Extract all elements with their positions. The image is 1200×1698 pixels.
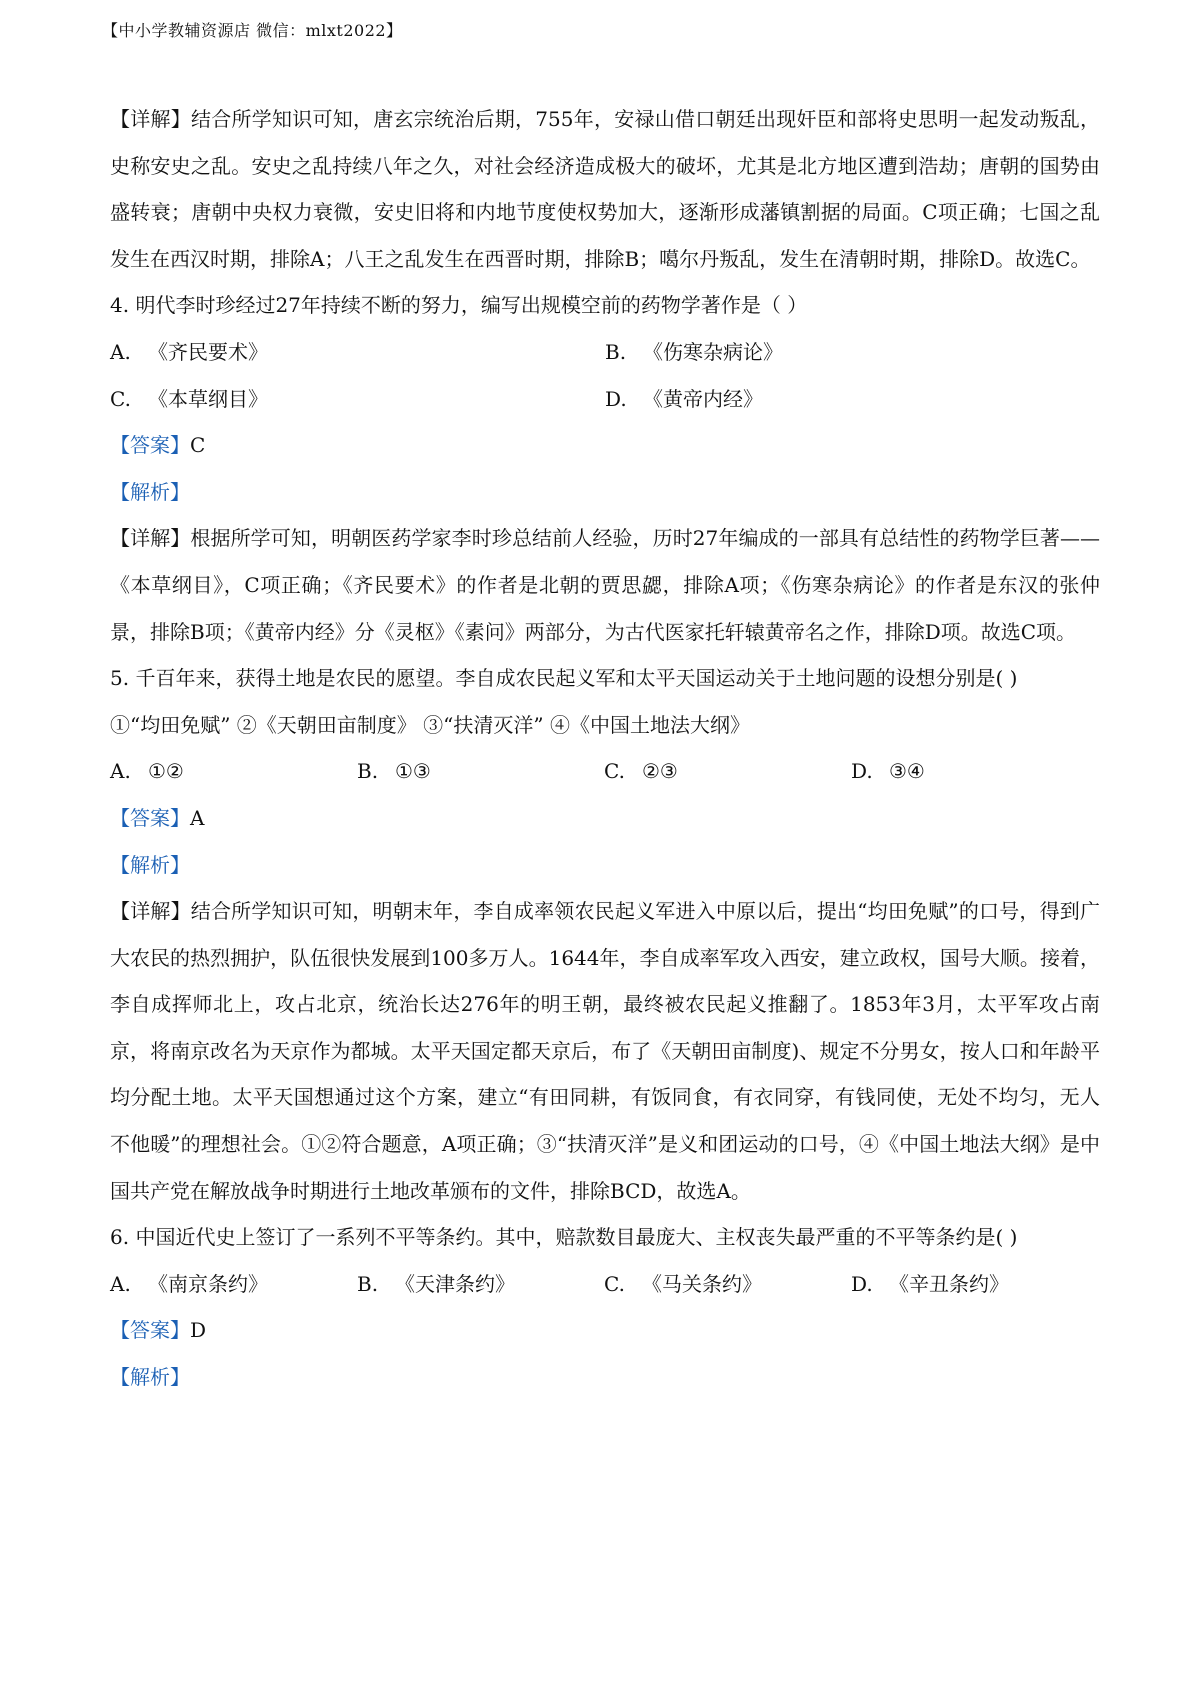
q5-detail-text: 结合所学知识可知，明朝末年，李自成率领农民起义军进入中原以后，提出“均田免赋”的口号，得到广大农民的热烈拥护，队伍很快发展到100多万人。1644年，李自成率军攻入西安，建立政权，国号大顺。接着，李自成挥师北上，攻占北京，统治长达276年的明王朝，最终被农民起义推翻了。1853年3月，太平军攻占南京，将南京改名为天京作为都城。太平天国定都天京后，布了《天朝田亩制度)、规定不分男女，按人口和年龄平均分配土地。太平天国想通过这个方案，建立“有田同耕，有饭同食，有衣同穿，有钱同使，无处不均匀，无人不他暖”的理想社会。①②符合题意，A项正确；③“扶清灭洋”是义和团运动的口号，④《中国土地法大纲》是中国共产党在解放战争时期进行土地改革颁布的文件，排除BCD，故选A。 [110, 899, 1100, 1203]
q4-options-row-1 [110, 329, 1100, 376]
q3-detail-text: 结合所学知识可知，唐玄宗统治后期，755年，安禄山借口朝廷出现奸臣和部将史思明一起发动叛乱，史称安史之乱。安史之乱持续八年之久，对社会经济造成极大的破坏，尤其是北方地区遭到浩劫；唐朝的国势由盛转衰；唐朝中央权力衰微，安史旧将和内地节度使权势加大，逐渐形成藩镇割据的局面。C项正确；七国之乱发生在西汉时期，排除A；八王之乱发生在西晋时期，排除B；噶尔丹叛乱，发生在清朝时期，排除D。故选C。 [110, 107, 1100, 271]
q6-options-row [110, 1261, 1100, 1308]
detail-label: 【详解】 [110, 899, 191, 924]
q6-answer [110, 1307, 1100, 1354]
q4-option-a: A. 《齐民要术》 [110, 339, 268, 364]
q5-analysis-label: 【解析】 [110, 852, 190, 877]
answer-label: 【答案】 [110, 1318, 190, 1343]
q6-stem: 6. 中国近代史上签订了一系列不平等条约。其中，赔款数目最庞大、主权丧失最严重的不平等条约是( ) [110, 1225, 1018, 1250]
q5-option-b: B. ①③ [357, 759, 431, 784]
q5-option-a: A. ①② [110, 759, 184, 784]
answer-label: 【答案】 [110, 805, 190, 830]
q4-answer-value: C [190, 433, 206, 458]
q5-stem: 5. 千百年来，获得土地是农民的愿望。李自成农民起义军和太平天国运动关于土地问题的设想分别是( ) [110, 666, 1018, 691]
q6-analysis-label: 【解析】 [110, 1365, 190, 1390]
q5-detail [110, 888, 1100, 1214]
detail-label: 【详解】 [110, 526, 191, 551]
q4-option-c: C. 《本草纲目》 [110, 386, 268, 411]
q4-options-row-2 [110, 376, 1100, 423]
q4-option-b: B. 《伤寒杂病论》 [605, 339, 783, 364]
q4-analysis-label: 【解析】 [110, 479, 190, 504]
q5-options-row [110, 748, 1100, 795]
q5-option-c: C. ②③ [604, 759, 678, 784]
q4-stem: 4. 明代李时珍经过27年持续不断的努力，编写出规模空前的药物学著作是（ ） [110, 293, 808, 318]
q4-answer [110, 422, 1100, 469]
q4-option-d: D. 《黄帝内经》 [605, 386, 763, 411]
q3-detail [110, 96, 1100, 282]
q4-detail-text: 根据所学可知，明朝医药学家李时珍总结前人经验，历时27年编成的一部具有总结性的药物学巨著——《本草纲目》，C项正确；《齐民要术》的作者是北朝的贾思勰，排除A项；《伤寒杂病论》的作者是东汉的张仲景，排除B项；《黄帝内经》分《灵枢》《素问》两部分，为古代医家托轩辕黄帝名之作，排除D项。故选C项。 [110, 526, 1100, 644]
q5-answer-value: A [190, 805, 205, 830]
page-header: 【中小学教辅资源店 微信：mlxt2022】 [102, 21, 403, 40]
q6-option-b: B. 《天津条约》 [357, 1271, 515, 1296]
q6-option-d: D. 《辛丑条约》 [851, 1271, 1009, 1296]
q6-answer-value: D [190, 1318, 207, 1343]
document-body [110, 96, 1100, 1401]
q5-option-d: D. ③④ [851, 759, 925, 784]
q5-items: ①“均田免赋” ②《天朝田亩制度》 ③“扶清灭洋” ④《中国土地法大纲》 [110, 712, 750, 737]
detail-label: 【详解】 [110, 107, 192, 131]
q6-option-a: A. 《南京条约》 [110, 1271, 268, 1296]
answer-label: 【答案】 [110, 433, 190, 458]
q4-detail [110, 515, 1100, 655]
q6-option-c: C. 《马关条约》 [604, 1271, 762, 1296]
q5-answer [110, 795, 1100, 842]
